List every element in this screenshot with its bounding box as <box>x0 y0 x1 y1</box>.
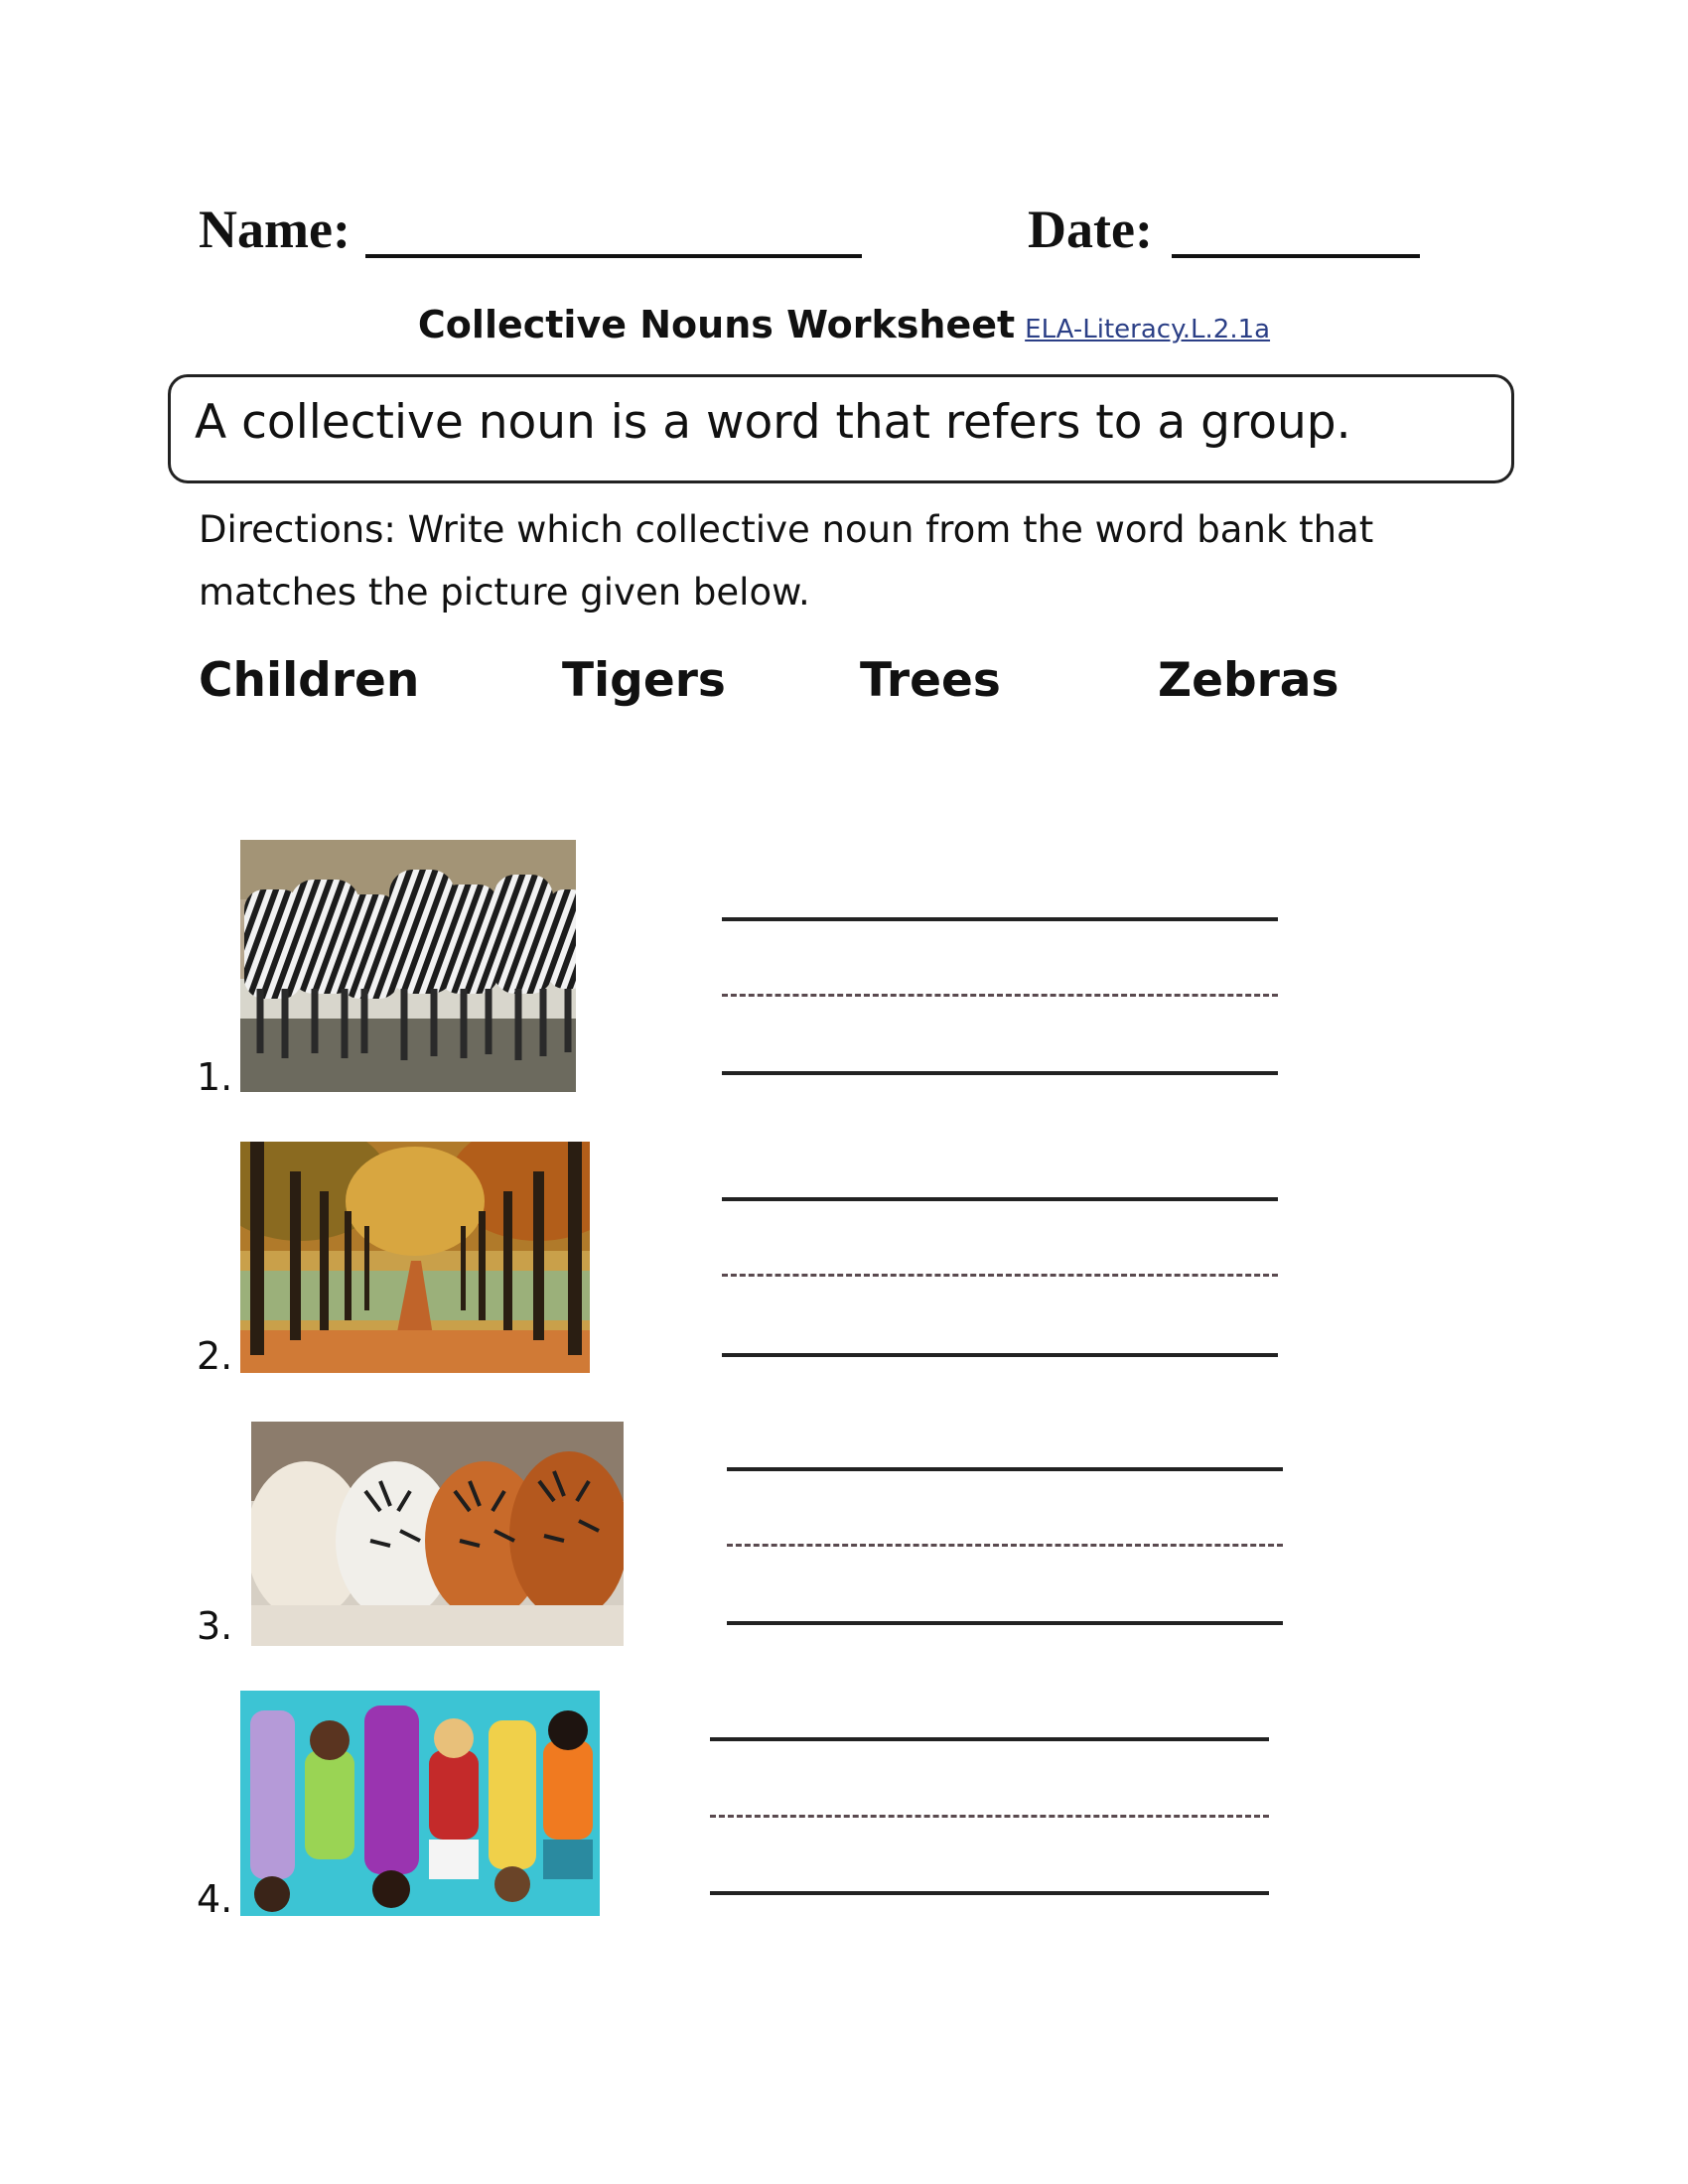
answer-line-top[interactable] <box>710 1737 1269 1741</box>
definition-text: A collective noun is a word that refers to a group. <box>195 395 1351 450</box>
name-label: Name: <box>199 200 351 259</box>
word-bank-tigers: Tigers <box>562 653 726 708</box>
answer-line-bottom[interactable] <box>722 1353 1278 1357</box>
trees-photo <box>240 1142 590 1373</box>
title-text: Collective Nouns Worksheet <box>417 303 1016 346</box>
word-bank-children: Children <box>199 653 420 708</box>
answer-line-mid[interactable] <box>727 1544 1283 1547</box>
word-bank-trees: Trees <box>860 653 1001 708</box>
answer-line-bottom[interactable] <box>727 1621 1283 1625</box>
answer-line-mid[interactable] <box>722 994 1278 997</box>
date-label: Date: <box>1028 200 1153 259</box>
date-field[interactable] <box>1172 254 1420 258</box>
directions-text: Directions: Write which collective noun from the word bank that matches the picture given below. <box>199 508 1374 614</box>
item-number: 3. <box>197 1604 233 1648</box>
children-photo <box>240 1691 600 1916</box>
standard-link[interactable]: ELA-Literacy.L.2.1a <box>1025 315 1271 344</box>
answer-line-bottom[interactable] <box>710 1891 1269 1895</box>
tigers-photo <box>251 1422 624 1646</box>
item-number: 2. <box>197 1334 233 1378</box>
answer-line-top[interactable] <box>722 917 1278 921</box>
answer-line-mid[interactable] <box>710 1815 1269 1818</box>
item-number: 1. <box>197 1055 233 1099</box>
answer-line-bottom[interactable] <box>722 1071 1278 1075</box>
name-field[interactable] <box>365 254 862 258</box>
zebras-photo <box>240 840 576 1092</box>
item-number: 4. <box>197 1877 233 1921</box>
answer-line-top[interactable] <box>727 1467 1283 1471</box>
worksheet-title <box>0 303 1688 346</box>
word-bank-zebras: Zebras <box>1158 653 1339 708</box>
answer-line-mid[interactable] <box>722 1274 1278 1277</box>
answer-line-top[interactable] <box>722 1197 1278 1201</box>
